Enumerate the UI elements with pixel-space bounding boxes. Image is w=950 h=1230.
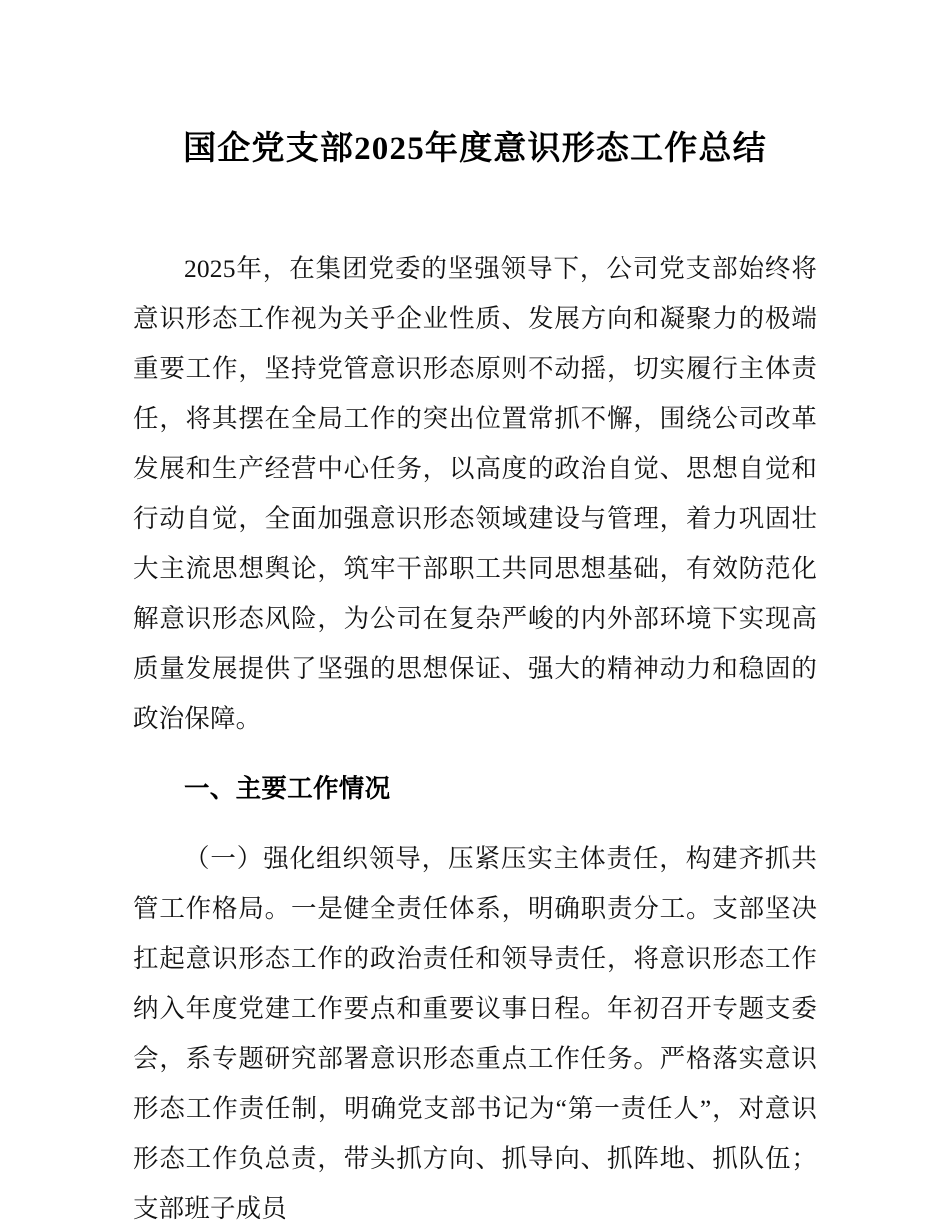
- paragraph-intro: 2025年，在集团党委的坚强领导下，公司党支部始终将意识形态工作视为关乎企业性质、发展方向和凝聚力的极端重要工作，坚持党管意识形态原则不动摇，切实履行主体责任，将其摆在全局工作的突出位置常抓不懈，围绕公司改革发展和生产经营中心任务，以高度的政治自觉、思想自觉和行动自觉，全面加强意识形态领域建设与管理，着力巩固壮大主流思想舆论，筑牢干部职工共同思想基础，有效防范化解意识形态风险，为公司在复杂严峻的内外部环境下实现高质量发展提供了坚强的思想保证、强大的精神动力和稳固的政治保障。: [133, 254, 817, 733]
- section-heading-main-work: 一、主要工作情况: [184, 775, 391, 803]
- heading-spacer: [133, 744, 817, 764]
- page-title: 国企党支部2025年度意识形态工作总结: [183, 131, 767, 168]
- paragraph-subsection-1-1: （一）强化组织领导，压紧压实主体责任，构建齐抓共管工作格局。一是健全责任体系，明确职责分工。支部坚决扛起意识形态工作的政治责任和领导责任，将意识形态工作纳入年度党建工作要点和重要议事日程。年初召开专题支委会，系专题研究部署意识形态重点工作任务。严格落实意识形态工作责任制，明确党支部书记为“第一责任人”，对意识形态工作负总责，带头抓方向、抓导向、抓阵地、抓队伍；支部班子成员: [133, 844, 817, 1223]
- heading-spacer-below: [133, 814, 817, 834]
- document-body: [133, 244, 817, 1230]
